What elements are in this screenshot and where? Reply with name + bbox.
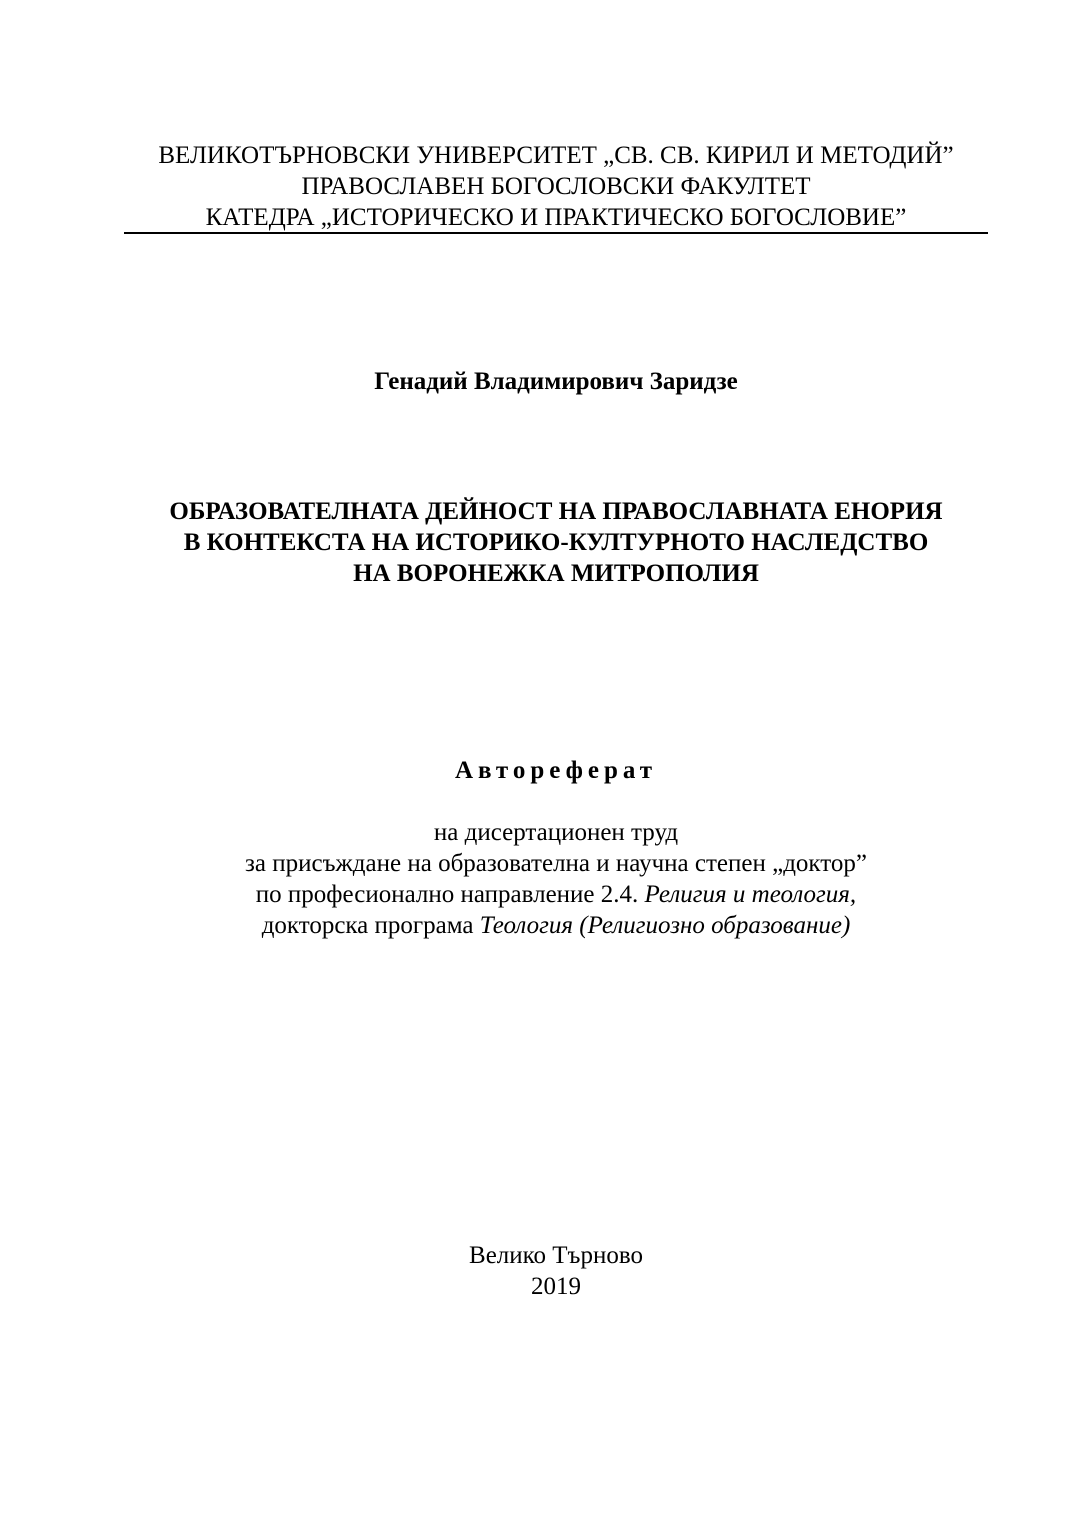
professional-field-line [124, 879, 988, 910]
author-name: Генадий Владимирович Заридзе [374, 368, 738, 395]
title-line: НА ВОРОНЕЖКА МИТРОПОЛИЯ [353, 560, 759, 587]
header-divider [124, 232, 988, 234]
dissertation-description [124, 817, 988, 941]
title-line: В КОНТЕКСТА НА ИСТОРИКО-КУЛТУРНОТО НАСЛЕДСТВО [183, 529, 929, 556]
program-name: Теология (Религиозно образование) [479, 912, 851, 939]
title-line: ОБРАЗОВАТЕЛНАТА ДЕЙНОСТ НА ПРАВОСЛАВНАТА ЕНОРИЯ [169, 498, 943, 525]
faculty-name: ПРАВОСЛАВЕН БОГОСЛОВСКИ ФАКУЛТЕТ [301, 173, 811, 200]
year: 2019 [531, 1273, 581, 1300]
description-line: за присъждане на образователна и научна степен „доктор” [245, 850, 867, 877]
description-line: на дисертационен труд [433, 819, 679, 846]
city: Велико Търново [469, 1242, 643, 1269]
document-type: Автореферат [454, 757, 658, 784]
publication-place [124, 1240, 988, 1302]
dissertation-title [110, 496, 1002, 589]
institution-header [124, 140, 988, 233]
program-prefix: докторска програма [261, 912, 480, 939]
department-name: КАТЕДРА „ИСТОРИЧЕСКО И ПРАКТИЧЕСКО БОГОСЛОВИЕ” [205, 204, 907, 231]
doctoral-program-line [124, 910, 988, 941]
field-name: Религия и теология, [644, 881, 857, 908]
university-name: ВЕЛИКОТЪРНОВСКИ УНИВЕРСИТЕТ „СВ. СВ. КИРИЛ И МЕТОДИЙ” [158, 142, 954, 169]
field-prefix: по професионално направление 2.4. [255, 881, 645, 908]
